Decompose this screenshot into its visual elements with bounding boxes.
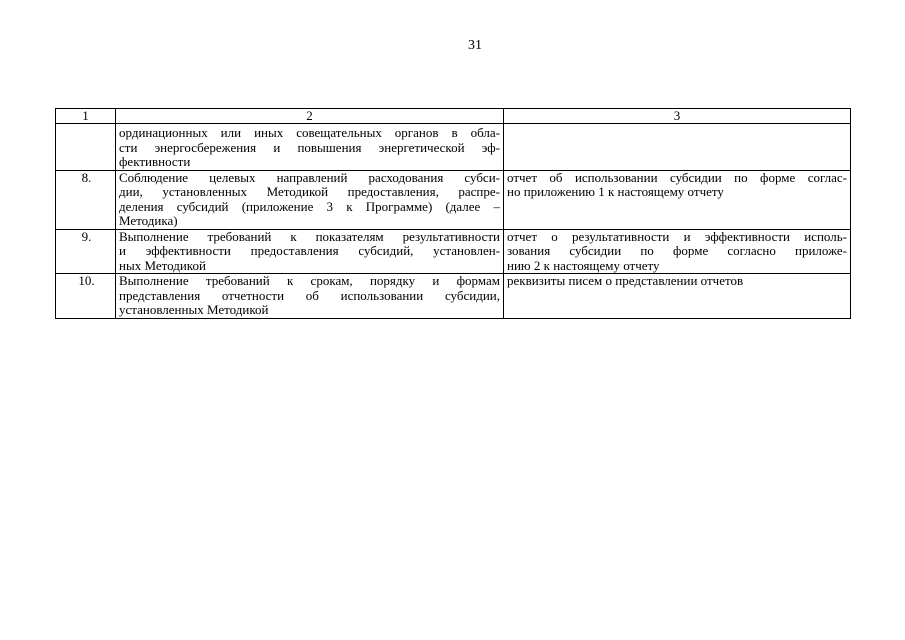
document-line: реквизиты писем о представлении отчетов <box>507 273 744 288</box>
row-number <box>56 124 116 171</box>
requirement-line: фективности <box>119 154 191 169</box>
table-header-row <box>56 109 851 124</box>
page-number: 31 <box>468 38 482 53</box>
document-line: отчет об использовании субсидии по форме соглас- <box>507 169 847 185</box>
requirement-line: установленных Методикой <box>119 302 269 317</box>
document-cell <box>504 170 851 229</box>
requirement-cell <box>116 274 504 319</box>
row-number: 9. <box>56 229 116 274</box>
header-cell-1: 1 <box>56 109 116 124</box>
requirement-line: и эффективности предоставления субсидий, установлен- <box>119 243 500 258</box>
requirements-table <box>55 108 851 319</box>
requirement-line: ординационных или иных совещательных органов в обла- <box>119 125 500 140</box>
requirement-line: дии, установленных Методикой предоставления, распре- <box>119 184 500 199</box>
table-row <box>56 229 851 274</box>
row-number: 8. <box>56 170 116 229</box>
row-number: 10. <box>56 274 116 319</box>
document-cell <box>504 274 851 319</box>
header-cell-3: 3 <box>504 109 851 124</box>
requirement-line: Методика) <box>119 213 178 228</box>
requirement-cell <box>116 170 504 229</box>
requirement-cell <box>116 124 504 171</box>
requirement-cell <box>116 229 504 274</box>
document-line: зования субсидии по форме согласно приложе- <box>507 243 847 258</box>
requirement-line: Выполнение требований к показателям результативности <box>119 228 500 244</box>
requirement-line: Соблюдение целевых направлений расходования субси- <box>119 169 500 185</box>
requirement-line: ных Методикой <box>119 257 206 273</box>
requirement-line: Выполнение требований к срокам, порядку и формам <box>119 273 500 288</box>
document-line: нию 2 к настоящему отчету <box>507 257 660 273</box>
document-line: отчет о результативности и эффективности исполь- <box>507 228 847 244</box>
table-row <box>56 124 851 171</box>
document-cell <box>504 229 851 274</box>
document-cell <box>504 124 851 171</box>
table-row <box>56 170 851 229</box>
requirement-line: представления отчетности об использовании субсидии, <box>119 287 500 303</box>
requirement-line: деления субсидий (приложение 3 к Программе) (далее – <box>119 198 500 214</box>
header-cell-2: 2 <box>116 109 504 124</box>
document-line: но приложению 1 к настоящему отчету <box>507 184 724 199</box>
requirement-line: сти энергосбережения и повышения энергетической эф- <box>119 139 500 155</box>
table-row <box>56 274 851 319</box>
